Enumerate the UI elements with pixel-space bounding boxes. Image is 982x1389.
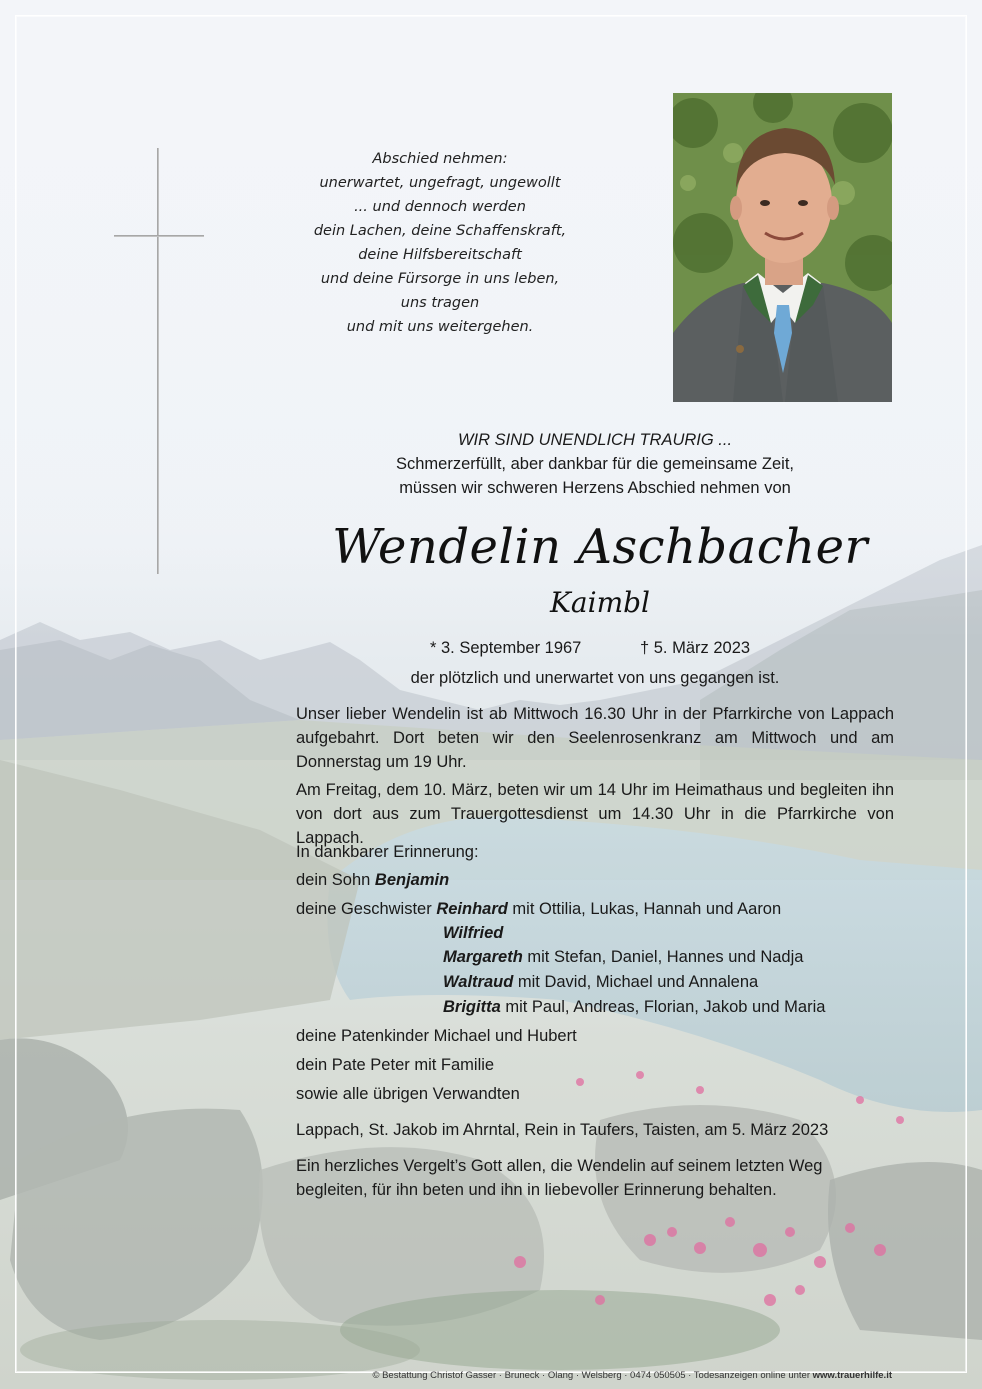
deceased-name: Wendelin Aschbacher xyxy=(332,519,868,575)
footer-text: © Bestattung Christof Gasser · Bruneck · Olang · Welsberg · 0474 050505 · Todesanzeigen online unter xyxy=(372,1370,813,1381)
verse-line: dein Lachen, deine Schaffenskraft, xyxy=(313,223,567,239)
mourner-sibling xyxy=(443,921,503,945)
mourner-family: mit David, Michael und Annalena xyxy=(513,973,759,991)
mourners-heading: In dankbarer Erinnerung: xyxy=(296,843,479,861)
mourner-son xyxy=(296,868,449,892)
mourner-name: Margareth xyxy=(443,948,523,966)
verse-line: deine Hilfsbereitschaft xyxy=(358,247,522,263)
intro-line: Schmerzerfüllt, aber dankbar für die gemeinsame Zeit, xyxy=(395,455,794,473)
mourner-relatives: sowie alle übrigen Verwandten xyxy=(296,1085,520,1103)
mourner-godfather: dein Pate Peter mit Familie xyxy=(296,1056,495,1074)
verse-line: ... und dennoch werden xyxy=(354,199,526,215)
funeral-details xyxy=(296,702,894,850)
farewell-verse xyxy=(290,147,590,339)
death-date: † 5. März 2023 xyxy=(640,639,751,657)
intro-line: müssen wir schweren Herzens Abschied nehmen von xyxy=(399,479,791,497)
cross-horizontal-icon xyxy=(114,235,204,237)
mourner-label: deine Geschwister xyxy=(296,900,437,918)
verse-line: und mit uns weitergehen. xyxy=(346,319,534,335)
verse-line: unerwartet, ungefragt, ungewollt xyxy=(319,175,561,191)
birth-date: * 3. September 1967 xyxy=(430,639,582,657)
intro-text xyxy=(300,428,890,500)
mourner-name: Benjamin xyxy=(374,871,450,889)
thanks-text xyxy=(296,1154,896,1202)
mourner-family: mit Stefan, Daniel, Hannes und Nadja xyxy=(522,948,804,966)
details-paragraph: Am Freitag, dem 10. März, beten wir um 14 Uhr im Heimathaus und begleiten ihn von dort aus zum Trauergottesdienst um 14.30 Uhr in die Pfarrkirche von Lappach. xyxy=(296,781,894,847)
footer-website-link[interactable]: www.trauerhilfe.it xyxy=(812,1370,892,1381)
place-and-date: Lappach, St. Jakob im Ahrntal, Rein in Taufers, Taisten, am 5. März 2023 xyxy=(296,1121,829,1139)
mourner-family: mit Ottilia, Lukas, Hannah und Aaron xyxy=(507,900,782,918)
intro-heading: WIR SIND UNENDLICH TRAURIG ... xyxy=(457,431,733,449)
mourner-name: Reinhard xyxy=(436,900,508,918)
sudden-death-line: der plötzlich und unerwartet von uns gegangen ist. xyxy=(410,669,780,687)
mourner-name: Waltraud xyxy=(443,973,514,991)
portrait-photo xyxy=(673,93,892,402)
details-paragraph: Unser lieber Wendelin ist ab Mittwoch 16.30 Uhr in der Pfarrkirche von Lappach aufgebahrt. Dort beten wir den Seelenrosenkranz am Mittwoch und am Donnerstag um 19 Uhr. xyxy=(296,705,894,771)
verse-line: Abschied nehmen: xyxy=(372,151,508,167)
verse-line: und deine Fürsorge in uns leben, xyxy=(320,271,560,287)
mourner-sibling xyxy=(443,945,803,969)
thanks-paragraph: Ein herzliches Vergelt’s Gott allen, die Wendelin auf seinem letzten Weg begleiten, für ihn beten und ihn in liebevoller Erinnerung behalten. xyxy=(296,1157,823,1199)
mourner-sibling xyxy=(443,995,825,1019)
deceased-nickname: Kaimbl xyxy=(550,586,650,619)
verse-line: uns tragen xyxy=(400,295,480,311)
cross-vertical-icon xyxy=(157,148,159,574)
mourner-sibling xyxy=(443,970,758,994)
mourner-siblings xyxy=(296,897,781,921)
mourner-family: mit Paul, Andreas, Florian, Jakob und Maria xyxy=(500,998,826,1016)
mourner-name: Wilfried xyxy=(443,924,504,942)
mourner-godchildren: deine Patenkinder Michael und Hubert xyxy=(296,1027,577,1045)
mourner-label: dein Sohn xyxy=(296,871,375,889)
mourner-name: Brigitta xyxy=(443,998,501,1016)
